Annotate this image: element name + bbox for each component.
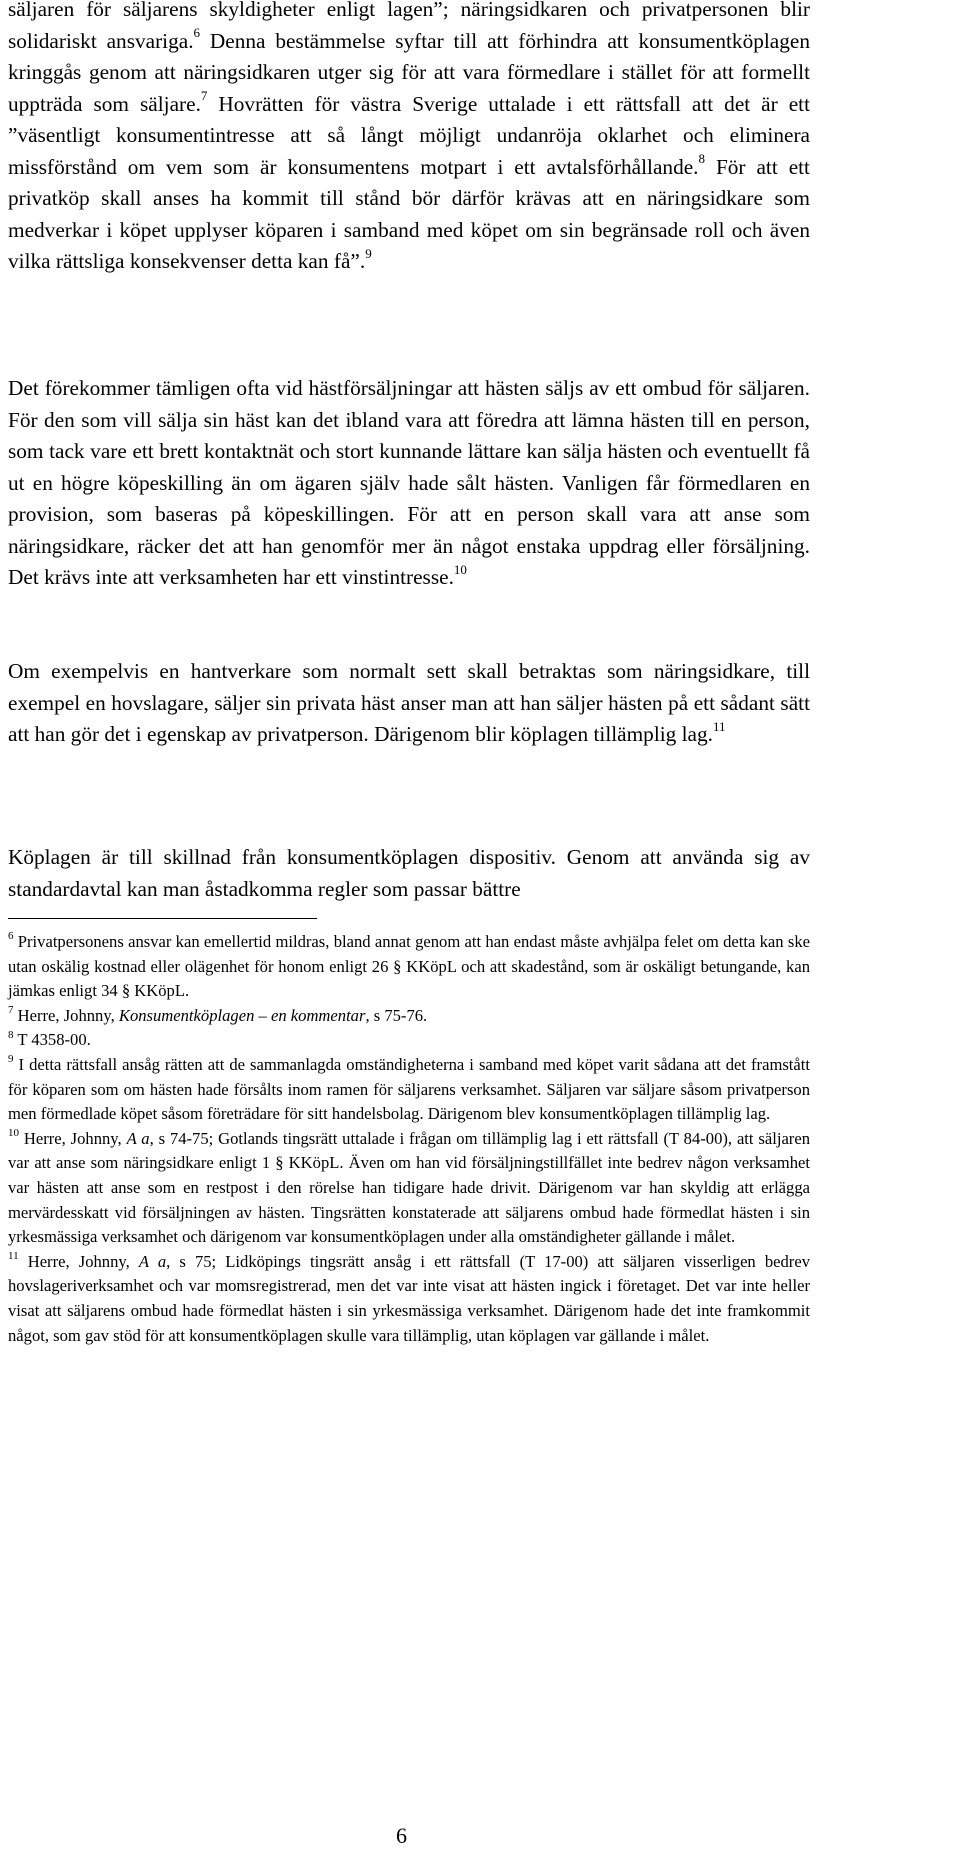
- text-run: Hovrätten för västra Sverige uttalade i ett rättsfall att det är ett ”väsentligt konsumentintresse att så långt möjligt undanröja oklarhet och eliminera missförstånd om vem som är konsumentens motpart i ett avtalsförhållande.: [8, 91, 811, 179]
- footnote-number: 10: [8, 1127, 19, 1140]
- italic-title: A a: [126, 1128, 150, 1148]
- text-run: T 4358-00.: [13, 1030, 91, 1050]
- footnote-ref-8: 8: [698, 151, 705, 167]
- body-paragraph-4: [8, 842, 810, 905]
- footnote-6: [8, 930, 810, 1004]
- footnote-10: [8, 1127, 810, 1250]
- text-run: Det förekommer tämligen ofta vid hästförsäljningar att hästen säljs av ett ombud för säljaren. För den som vill sälja sin häst kan det ibland vara att föredra att lämna hästen till en person, som tack vare ett brett kontaktnät och stort kunnande lättare kan sälja hästen och eventuellt få ut en högre köpeskilling än om ägaren själv hade sålt hästen. Vanligen får förmedlaren en provision, som baseras på köpeskillingen. För att en person skall vara att anse som näringsidkare, räcker det att han genomför mer än något enstaka uppdrag eller försäljning. Det krävs inte att verksamheten har ett vinstintresse.: [8, 376, 810, 589]
- text-run: Herre, Johnny,: [18, 1251, 139, 1271]
- footnote-number: 6: [8, 930, 14, 943]
- footnote-ref-10: 10: [453, 561, 467, 577]
- footnote-ref-7: 7: [200, 88, 208, 104]
- text-run: Köplagen är till skillnad från konsumentköplagen dispositiv. Genom att använda sig av standardavtal kan man åstadkomma regler som passar bättre: [8, 845, 810, 901]
- italic-title: A a: [138, 1251, 167, 1271]
- text-run: , s 75; Lidköpings tingsrätt ansåg i ett rättsfall (T 17-00) att säljaren visserligen bedrev hovslageriverksamhet och var momsregistrerad, men det var inte visat att hästen ingick i företaget. Det var inte heller visat att säljarens ombud hade förmedlat hästen i sin yrkesmässiga verksamhet. Därigenom hade det inte framkommit något, som gav stöd för att konsumentköplagen skulle vara tillämplig, utan köplagen var gällande i målet.: [8, 1251, 810, 1345]
- footnote-11: [8, 1250, 810, 1348]
- text-run: För att ett privatköp skall anses ha kommit till stånd bör därför krävas att en näringsidkare som medverkar i köpet upplyser köparen i samband med köpet om sin begränsade roll och även vilka rättsliga konsekvenser detta kan få”.: [8, 154, 810, 273]
- footnotes: [8, 930, 810, 1348]
- footnote-number: 9: [8, 1053, 14, 1066]
- text-run: , s 74-75; Gotlands tingsrätt uttalade i frågan om tillämplig lag i ett rättsfall (T 84-00), att säljaren var att anse som näringsidkare enligt 1 § KKöpL. Även om han vid försäljningstillfället inte bedrev någon verksamhet var hästen att anse som en restpost i den rörelse han tidigare hade drivit. Därigenom var han skyldig att erlägga mervärdesskatt vid försäljningen av hästen. Tingsrätten konstaterade att säljarens ombud hade förmedlat hästen i sin yrkesmässiga verksamhet och därigenom var konsumentköplagen under alla omständigheter gällande i målet.: [8, 1128, 810, 1247]
- text-run: säljaren för säljarens skyldigheter enligt lagen”; näringsidkaren och privatpersonen blir solidariskt ansvariga.: [8, 0, 810, 53]
- footnote-7: [8, 1004, 810, 1029]
- text-run: Om exempelvis en hantverkare som normalt sett skall betraktas som näringsidkare, till exempel en hovslagare, säljer sin privata häst anser man att han säljer hästen på ett sådant sätt att han gör det i egenskap av privatperson. Därigenom blir köplagen tillämplig lag.: [8, 659, 810, 746]
- footnote-9: [8, 1053, 810, 1127]
- italic-title: Konsumentköplagen – en kommentar: [118, 1005, 366, 1025]
- footnote-8: [8, 1028, 810, 1053]
- body-paragraph-2: [8, 373, 810, 594]
- body-paragraph-1: [8, 0, 810, 278]
- footnote-separator: [8, 918, 317, 919]
- body-paragraph-3: [8, 656, 810, 751]
- footnote-number: 8: [8, 1028, 14, 1041]
- page-number: 6: [396, 1823, 407, 1848]
- text-run: I detta rättsfall ansåg rätten att de sammanlagda omständigheterna i samband med köpet varit sådana att det framstått för köparen som om hästen hade försålts inom ramen för säljarens verksamhet. Säljaren var säljare såsom privatperson men förmedlade köpet såsom företrädare för sitt handelsbolag. Därigenom blev konsumentköplagen tillämplig lag.: [8, 1054, 810, 1124]
- text-run: Denna bestämmelse syftar till att förhindra att konsumentköplagen kringgås genom att näringsidkaren utger sig för att vara förmedlare i stället för att formellt uppträda som säljare.: [8, 28, 810, 116]
- text-run: Herre, Johnny,: [13, 1005, 119, 1025]
- text-run: , s 75-76.: [365, 1005, 428, 1025]
- text-run: Herre, Johnny,: [19, 1128, 127, 1148]
- footnote-number: 11: [8, 1250, 19, 1263]
- footnote-ref-6: 6: [193, 25, 201, 41]
- text-run: Privatpersonens ansvar kan emellertid mildras, bland annat genom att han endast måste avhjälpa felet om detta kan ske utan oskälig kostnad eller olägenhet för honom enligt 26 § KKöpL och att skadestånd, som är oskäligt betungande, kan jämkas enligt 34 § KKöpL.: [8, 932, 810, 1001]
- footnote-ref-11: 11: [712, 718, 726, 734]
- footnote-ref-9: 9: [365, 245, 372, 261]
- footnote-number: 7: [8, 1004, 14, 1017]
